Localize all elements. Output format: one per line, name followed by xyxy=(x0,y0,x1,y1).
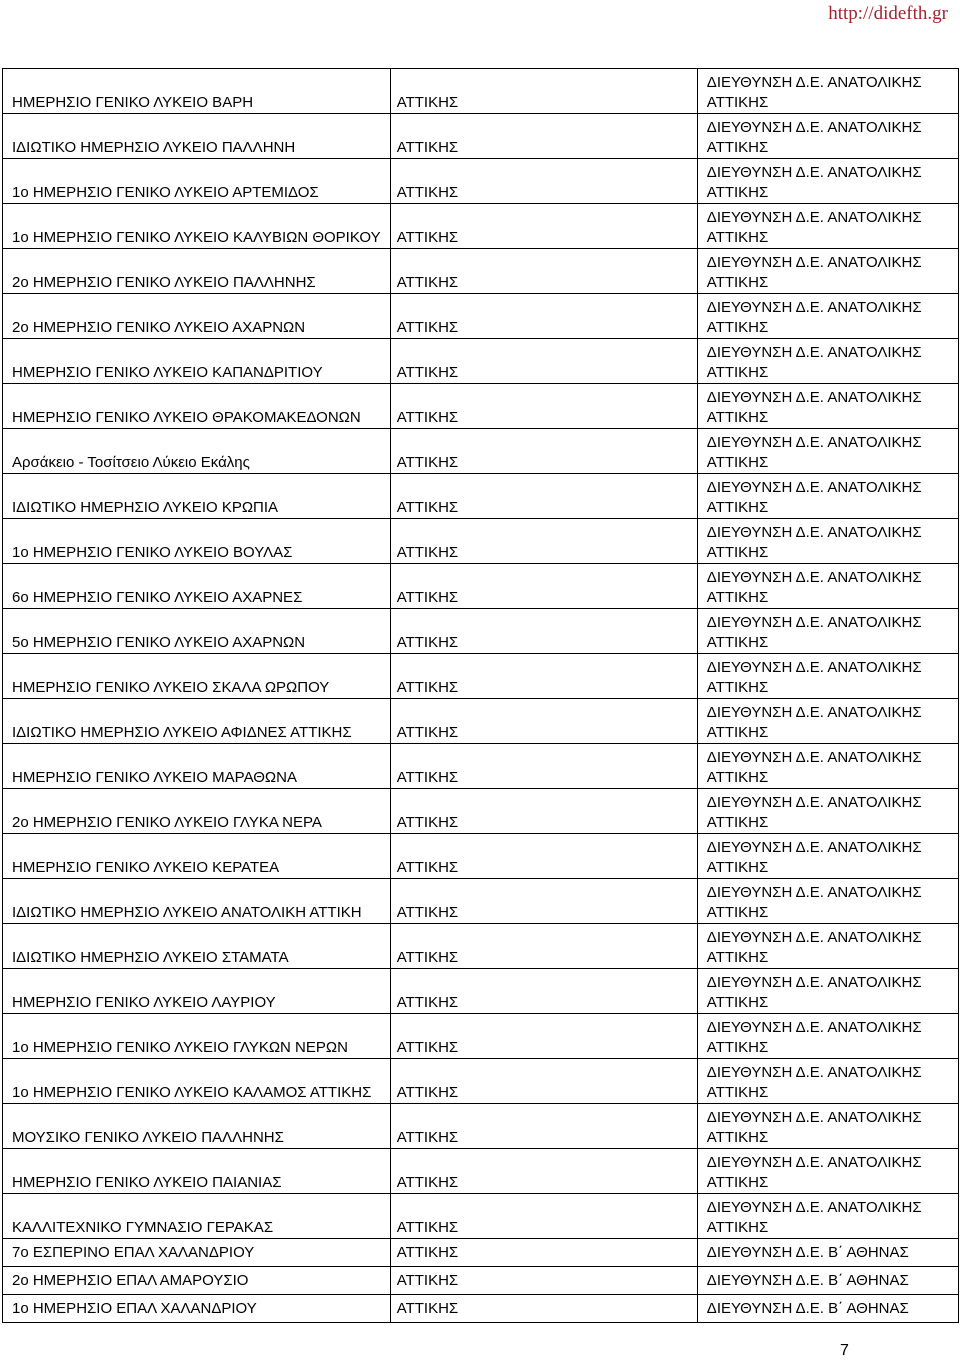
school-cell: ΙΔΙΩΤΙΚΟ ΗΜΕΡΗΣΙΟ ΛΥΚΕΙΟ ΚΡΩΠΙΑ xyxy=(3,474,391,519)
school-cell: ΜΟΥΣΙΚΟ ΓΕΝΙΚΟ ΛΥΚΕΙΟ ΠΑΛΛΗΝΗΣ xyxy=(3,1104,391,1149)
region-cell: ΑΤΤΙΚΗΣ xyxy=(390,924,697,969)
directorate-cell: ΔΙΕΥΘΥΝΣΗ Δ.Ε. ΑΝΑΤΟΛΙΚΗΣ ΑΤΤΙΚΗΣ xyxy=(697,789,958,834)
region-cell: ΑΤΤΙΚΗΣ xyxy=(390,249,697,294)
region-cell: ΑΤΤΙΚΗΣ xyxy=(390,69,697,114)
school-cell: ΗΜΕΡΗΣΙΟ ΓΕΝΙΚΟ ΛΥΚΕΙΟ ΚΕΡΑΤΕΑ xyxy=(3,834,391,879)
table-row xyxy=(3,1239,959,1267)
table-row xyxy=(3,1014,959,1059)
table-row xyxy=(3,114,959,159)
school-cell: 7ο ΕΣΠΕΡΙΝΟ ΕΠΑΛ ΧΑΛΑΝΔΡΙΟΥ xyxy=(3,1239,391,1267)
table-row xyxy=(3,969,959,1014)
table-row xyxy=(3,744,959,789)
directorate-cell: ΔΙΕΥΘΥΝΣΗ Δ.Ε. ΑΝΑΤΟΛΙΚΗΣ ΑΤΤΙΚΗΣ xyxy=(697,564,958,609)
region-cell: ΑΤΤΙΚΗΣ xyxy=(390,429,697,474)
school-cell: ΗΜΕΡΗΣΙΟ ΓΕΝΙΚΟ ΛΥΚΕΙΟ ΠΑΙΑΝΙΑΣ xyxy=(3,1149,391,1194)
school-cell: 2ο ΗΜΕΡΗΣΙΟ ΓΕΝΙΚΟ ΛΥΚΕΙΟ ΠΑΛΛΗΝΗΣ xyxy=(3,249,391,294)
region-cell: ΑΤΤΙΚΗΣ xyxy=(390,1239,697,1267)
directorate-cell: ΔΙΕΥΘΥΝΣΗ Δ.Ε. ΑΝΑΤΟΛΙΚΗΣ ΑΤΤΙΚΗΣ xyxy=(697,1014,958,1059)
region-cell: ΑΤΤΙΚΗΣ xyxy=(390,1267,697,1295)
table-row xyxy=(3,789,959,834)
region-cell: ΑΤΤΙΚΗΣ xyxy=(390,204,697,249)
directorate-cell: ΔΙΕΥΘΥΝΣΗ Δ.Ε. ΑΝΑΤΟΛΙΚΗΣ ΑΤΤΙΚΗΣ xyxy=(697,384,958,429)
school-cell: ΚΑΛΛΙΤΕΧΝΙΚΟ ΓΥΜΝΑΣΙΟ ΓΕΡΑΚΑΣ xyxy=(3,1194,391,1239)
table-row xyxy=(3,519,959,564)
directorate-cell: ΔΙΕΥΘΥΝΣΗ Δ.Ε. ΑΝΑΤΟΛΙΚΗΣ ΑΤΤΙΚΗΣ xyxy=(697,1194,958,1239)
school-cell: ΙΔΙΩΤΙΚΟ ΗΜΕΡΗΣΙΟ ΛΥΚΕΙΟ ΑΦΙΔΝΕΣ ΑΤΤΙΚΗΣ xyxy=(3,699,391,744)
region-cell: ΑΤΤΙΚΗΣ xyxy=(390,519,697,564)
region-cell: ΑΤΤΙΚΗΣ xyxy=(390,969,697,1014)
table-row xyxy=(3,1194,959,1239)
directorate-cell: ΔΙΕΥΘΥΝΣΗ Δ.Ε. ΑΝΑΤΟΛΙΚΗΣ ΑΤΤΙΚΗΣ xyxy=(697,114,958,159)
table-row xyxy=(3,699,959,744)
school-cell: 6ο ΗΜΕΡΗΣΙΟ ΓΕΝΙΚΟ ΛΥΚΕΙΟ ΑΧΑΡΝΕΣ xyxy=(3,564,391,609)
directorate-cell: ΔΙΕΥΘΥΝΣΗ Δ.Ε. ΑΝΑΤΟΛΙΚΗΣ ΑΤΤΙΚΗΣ xyxy=(697,339,958,384)
directorate-cell: ΔΙΕΥΘΥΝΣΗ Δ.Ε. ΑΝΑΤΟΛΙΚΗΣ ΑΤΤΙΚΗΣ xyxy=(697,69,958,114)
school-cell: 2ο ΗΜΕΡΗΣΙΟ ΓΕΝΙΚΟ ΛΥΚΕΙΟ ΑΧΑΡΝΩΝ xyxy=(3,294,391,339)
school-cell: 2ο ΗΜΕΡΗΣΙΟ ΕΠΑΛ ΑΜΑΡΟΥΣΙΟ xyxy=(3,1267,391,1295)
table-row xyxy=(3,429,959,474)
directorate-cell: ΔΙΕΥΘΥΝΣΗ Δ.Ε. ΑΝΑΤΟΛΙΚΗΣ ΑΤΤΙΚΗΣ xyxy=(697,519,958,564)
directorate-cell: ΔΙΕΥΘΥΝΣΗ Δ.Ε. ΑΝΑΤΟΛΙΚΗΣ ΑΤΤΙΚΗΣ xyxy=(697,159,958,204)
directorate-cell: ΔΙΕΥΘΥΝΣΗ Δ.Ε. ΑΝΑΤΟΛΙΚΗΣ ΑΤΤΙΚΗΣ xyxy=(697,429,958,474)
directorate-cell: ΔΙΕΥΘΥΝΣΗ Δ.Ε. Β΄ ΑΘΗΝΑΣ xyxy=(697,1267,958,1295)
table-row xyxy=(3,474,959,519)
directorate-cell: ΔΙΕΥΘΥΝΣΗ Δ.Ε. Β΄ ΑΘΗΝΑΣ xyxy=(697,1295,958,1323)
page-number: 7 xyxy=(840,1342,849,1359)
school-cell: ΗΜΕΡΗΣΙΟ ΓΕΝΙΚΟ ΛΥΚΕΙΟ ΚΑΠΑΝΔΡΙΤΙΟΥ xyxy=(3,339,391,384)
region-cell: ΑΤΤΙΚΗΣ xyxy=(390,159,697,204)
region-cell: ΑΤΤΙΚΗΣ xyxy=(390,654,697,699)
directorate-cell: ΔΙΕΥΘΥΝΣΗ Δ.Ε. ΑΝΑΤΟΛΙΚΗΣ ΑΤΤΙΚΗΣ xyxy=(697,1149,958,1194)
school-cell: 1ο ΗΜΕΡΗΣΙΟ ΓΕΝΙΚΟ ΛΥΚΕΙΟ ΚΑΛΥΒΙΩΝ ΘΟΡΙΚΟΥ xyxy=(3,204,391,249)
school-cell: ΙΔΙΩΤΙΚΟ ΗΜΕΡΗΣΙΟ ΛΥΚΕΙΟ ΑΝΑΤΟΛΙΚΗ ΑΤΤΙΚΗ xyxy=(3,879,391,924)
table-row xyxy=(3,1267,959,1295)
school-cell: Αρσάκειο - Τοσίτσειο Λύκειο Εκάλης xyxy=(3,429,391,474)
directorate-cell: ΔΙΕΥΘΥΝΣΗ Δ.Ε. ΑΝΑΤΟΛΙΚΗΣ ΑΤΤΙΚΗΣ xyxy=(697,609,958,654)
school-cell: ΗΜΕΡΗΣΙΟ ΓΕΝΙΚΟ ΛΥΚΕΙΟ ΒΑΡΗ xyxy=(3,69,391,114)
region-cell: ΑΤΤΙΚΗΣ xyxy=(390,1104,697,1149)
table-row xyxy=(3,69,959,114)
region-cell: ΑΤΤΙΚΗΣ xyxy=(390,1295,697,1323)
school-cell: ΙΔΙΩΤΙΚΟ ΗΜΕΡΗΣΙΟ ΛΥΚΕΙΟ ΣΤΑΜΑΤΑ xyxy=(3,924,391,969)
site-url-link[interactable]: http://didefth.gr xyxy=(828,3,948,24)
directorate-cell: ΔΙΕΥΘΥΝΣΗ Δ.Ε. ΑΝΑΤΟΛΙΚΗΣ ΑΤΤΙΚΗΣ xyxy=(697,294,958,339)
directorate-cell: ΔΙΕΥΘΥΝΣΗ Δ.Ε. ΑΝΑΤΟΛΙΚΗΣ ΑΤΤΙΚΗΣ xyxy=(697,744,958,789)
table-row xyxy=(3,294,959,339)
region-cell: ΑΤΤΙΚΗΣ xyxy=(390,1149,697,1194)
directorate-cell: ΔΙΕΥΘΥΝΣΗ Δ.Ε. ΑΝΑΤΟΛΙΚΗΣ ΑΤΤΙΚΗΣ xyxy=(697,924,958,969)
school-cell: 1ο ΗΜΕΡΗΣΙΟ ΓΕΝΙΚΟ ΛΥΚΕΙΟ ΚΑΛΑΜΟΣ ΑΤΤΙΚΗΣ xyxy=(3,1059,391,1104)
directorate-cell: ΔΙΕΥΘΥΝΣΗ Δ.Ε. ΑΝΑΤΟΛΙΚΗΣ ΑΤΤΙΚΗΣ xyxy=(697,249,958,294)
region-cell: ΑΤΤΙΚΗΣ xyxy=(390,609,697,654)
directorate-cell: ΔΙΕΥΘΥΝΣΗ Δ.Ε. ΑΝΑΤΟΛΙΚΗΣ ΑΤΤΙΚΗΣ xyxy=(697,834,958,879)
region-cell: ΑΤΤΙΚΗΣ xyxy=(390,1194,697,1239)
directorate-cell: ΔΙΕΥΘΥΝΣΗ Δ.Ε. ΑΝΑΤΟΛΙΚΗΣ ΑΤΤΙΚΗΣ xyxy=(697,474,958,519)
table-row xyxy=(3,609,959,654)
school-cell: 2ο ΗΜΕΡΗΣΙΟ ΓΕΝΙΚΟ ΛΥΚΕΙΟ ΓΛΥΚΑ ΝΕΡΑ xyxy=(3,789,391,834)
region-cell: ΑΤΤΙΚΗΣ xyxy=(390,114,697,159)
region-cell: ΑΤΤΙΚΗΣ xyxy=(390,789,697,834)
table-row xyxy=(3,1104,959,1149)
region-cell: ΑΤΤΙΚΗΣ xyxy=(390,564,697,609)
region-cell: ΑΤΤΙΚΗΣ xyxy=(390,744,697,789)
table-row xyxy=(3,1149,959,1194)
region-cell: ΑΤΤΙΚΗΣ xyxy=(390,834,697,879)
school-cell: ΗΜΕΡΗΣΙΟ ΓΕΝΙΚΟ ΛΥΚΕΙΟ ΜΑΡΑΘΩΝΑ xyxy=(3,744,391,789)
region-cell: ΑΤΤΙΚΗΣ xyxy=(390,1014,697,1059)
school-cell: 1ο ΗΜΕΡΗΣΙΟ ΕΠΑΛ ΧΑΛΑΝΔΡΙΟΥ xyxy=(3,1295,391,1323)
schools-table xyxy=(2,68,959,1323)
table-row xyxy=(3,339,959,384)
region-cell: ΑΤΤΙΚΗΣ xyxy=(390,384,697,429)
school-cell: ΗΜΕΡΗΣΙΟ ΓΕΝΙΚΟ ΛΥΚΕΙΟ ΣΚΑΛΑ ΩΡΩΠΟΥ xyxy=(3,654,391,699)
region-cell: ΑΤΤΙΚΗΣ xyxy=(390,699,697,744)
school-cell: ΙΔΙΩΤΙΚΟ ΗΜΕΡΗΣΙΟ ΛΥΚΕΙΟ ΠΑΛΛΗΝΗ xyxy=(3,114,391,159)
table-row xyxy=(3,564,959,609)
school-cell: 1ο ΗΜΕΡΗΣΙΟ ΓΕΝΙΚΟ ΛΥΚΕΙΟ ΒΟΥΛΑΣ xyxy=(3,519,391,564)
table-row xyxy=(3,204,959,249)
region-cell: ΑΤΤΙΚΗΣ xyxy=(390,879,697,924)
school-cell: 1ο ΗΜΕΡΗΣΙΟ ΓΕΝΙΚΟ ΛΥΚΕΙΟ ΓΛΥΚΩΝ ΝΕΡΩΝ xyxy=(3,1014,391,1059)
region-cell: ΑΤΤΙΚΗΣ xyxy=(390,474,697,519)
directorate-cell: ΔΙΕΥΘΥΝΣΗ Δ.Ε. ΑΝΑΤΟΛΙΚΗΣ ΑΤΤΙΚΗΣ xyxy=(697,654,958,699)
table-row xyxy=(3,879,959,924)
school-cell: ΗΜΕΡΗΣΙΟ ΓΕΝΙΚΟ ΛΥΚΕΙΟ ΛΑΥΡΙΟΥ xyxy=(3,969,391,1014)
region-cell: ΑΤΤΙΚΗΣ xyxy=(390,294,697,339)
directorate-cell: ΔΙΕΥΘΥΝΣΗ Δ.Ε. ΑΝΑΤΟΛΙΚΗΣ ΑΤΤΙΚΗΣ xyxy=(697,204,958,249)
table-row xyxy=(3,159,959,204)
table-row xyxy=(3,1059,959,1104)
region-cell: ΑΤΤΙΚΗΣ xyxy=(390,1059,697,1104)
table-row xyxy=(3,1295,959,1323)
directorate-cell: ΔΙΕΥΘΥΝΣΗ Δ.Ε. ΑΝΑΤΟΛΙΚΗΣ ΑΤΤΙΚΗΣ xyxy=(697,879,958,924)
directorate-cell: ΔΙΕΥΘΥΝΣΗ Δ.Ε. Β΄ ΑΘΗΝΑΣ xyxy=(697,1239,958,1267)
region-cell: ΑΤΤΙΚΗΣ xyxy=(390,339,697,384)
table-row xyxy=(3,924,959,969)
directorate-cell: ΔΙΕΥΘΥΝΣΗ Δ.Ε. ΑΝΑΤΟΛΙΚΗΣ ΑΤΤΙΚΗΣ xyxy=(697,699,958,744)
table-row xyxy=(3,834,959,879)
school-cell: ΗΜΕΡΗΣΙΟ ΓΕΝΙΚΟ ΛΥΚΕΙΟ ΘΡΑΚΟΜΑΚΕΔΟΝΩΝ xyxy=(3,384,391,429)
table-row xyxy=(3,384,959,429)
school-cell: 5ο ΗΜΕΡΗΣΙΟ ΓΕΝΙΚΟ ΛΥΚΕΙΟ ΑΧΑΡΝΩΝ xyxy=(3,609,391,654)
table-row xyxy=(3,249,959,294)
school-cell: 1ο ΗΜΕΡΗΣΙΟ ΓΕΝΙΚΟ ΛΥΚΕΙΟ ΑΡΤΕΜΙΔΟΣ xyxy=(3,159,391,204)
directorate-cell: ΔΙΕΥΘΥΝΣΗ Δ.Ε. ΑΝΑΤΟΛΙΚΗΣ ΑΤΤΙΚΗΣ xyxy=(697,1104,958,1149)
table-row xyxy=(3,654,959,699)
directorate-cell: ΔΙΕΥΘΥΝΣΗ Δ.Ε. ΑΝΑΤΟΛΙΚΗΣ ΑΤΤΙΚΗΣ xyxy=(697,969,958,1014)
directorate-cell: ΔΙΕΥΘΥΝΣΗ Δ.Ε. ΑΝΑΤΟΛΙΚΗΣ ΑΤΤΙΚΗΣ xyxy=(697,1059,958,1104)
